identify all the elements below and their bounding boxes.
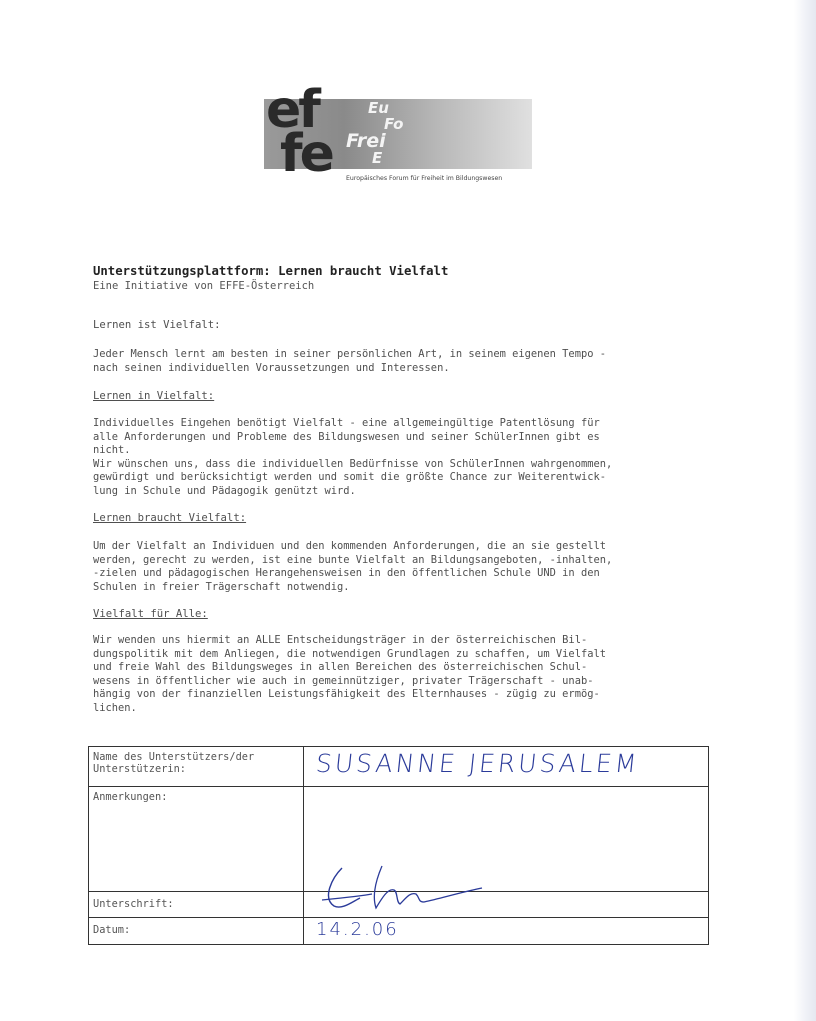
document-subtitle: Eine Initiative von EFFE-Österreich [93, 280, 315, 292]
name-label-line: Unterstützerin: [93, 763, 186, 775]
name-field[interactable] [304, 747, 709, 787]
logo-letters-bottom: fe [280, 124, 332, 184]
text-line: wesens in öffentlicher wie auch in gemeinnütziger, privater Trägerschaft - unab- [93, 674, 594, 687]
section-heading: Lernen in Vielfalt: [93, 390, 215, 402]
date-label: Datum: [89, 918, 304, 945]
logo-letters [266, 80, 332, 184]
section-heading: Vielfalt für Alle: [93, 608, 208, 620]
remarks-label: Anmerkungen: [89, 787, 304, 892]
section-body [93, 634, 705, 716]
text-line: und freie Wahl des Bildungsweges in allen Bereichen des österreichischen Schul- [93, 661, 588, 674]
name-label-line: Name des Unterstützers/der [93, 751, 255, 763]
handwritten-date: 14.2.06 [316, 919, 399, 940]
text-line: nach seinen individuellen Voraussetzungen und Interessen. [93, 361, 450, 374]
logo-letters-top: ef [266, 80, 318, 140]
section-body [93, 417, 705, 499]
name-label [89, 747, 304, 787]
section-heading: Lernen braucht Vielfalt: [93, 512, 247, 524]
text-line: Um der Vielfalt an Individuen und den kommenden Anforderungen, die an sie gestellt [93, 540, 606, 552]
signature-stroke [374, 866, 482, 908]
signature-field[interactable] [304, 892, 709, 918]
text-line: dungspolitik mit dem Anliegen, die notwendigen Grundlagen zu schaffen, um Vielfalt [93, 647, 606, 660]
text-line: Individuelles Eingehen benötigt Vielfalt - eine allgemeingültige Patentlösung für [93, 417, 600, 429]
text-line: nicht. [93, 444, 131, 457]
section-body [93, 348, 705, 375]
handwritten-name: SUSANNE JERUSALEM [314, 749, 641, 778]
text-line: hängig von der finanziellen Leistungsfähigkeit des Elternhauses - zügig zu ermög- [93, 688, 600, 701]
logo-word: Fo [384, 115, 404, 133]
supporter-form [88, 746, 709, 945]
logo-word: Eu [368, 99, 389, 117]
logo-words [346, 100, 403, 166]
section-heading: Lernen ist Vielfalt: [93, 319, 221, 331]
text-line: Jeder Mensch lernt am besten in seiner persönlichen Art, in seinem eigenen Tempo - [93, 348, 606, 360]
signature-label: Unterschrift: [89, 892, 304, 918]
text-line: werden, gerecht zu werden, ist eine bunte Vielfalt an Bildungsangeboten, -inhalten, [93, 553, 613, 566]
date-field[interactable] [304, 918, 709, 945]
text-line: lichen. [93, 701, 137, 714]
handwritten-signature [312, 858, 492, 918]
text-line: lung in Schule und Pädagogik genützt wird. [93, 484, 356, 497]
section-body [93, 540, 705, 594]
text-line: Wir wenden uns hiermit an ALLE Entscheidungsträger in der österreichischen Bil- [93, 634, 588, 646]
document-title: Unterstützungsplattform: Lernen braucht Vielfalt [93, 264, 449, 278]
text-line: -zielen und pädagogischen Herangehensweisen in den öffentlichen Schule UND in den [93, 567, 600, 580]
scan-edge-shadow [794, 0, 816, 1021]
signature-stroke [322, 894, 372, 900]
text-line: Wir wünschen uns, dass die individuellen Bedürfnisse von SchülerInnen wahrgenommen, [93, 457, 613, 470]
text-line: gewürdigt und berücksichtigt werden und somit die größte Chance zur Weiterentwick- [93, 471, 606, 484]
text-line: Schulen in freier Trägerschaft notwendig. [93, 580, 350, 593]
logo-word: Frei [346, 130, 386, 152]
effe-logo [264, 80, 534, 188]
signature-stroke [329, 868, 360, 907]
logo-word: E [372, 149, 383, 167]
logo-tagline: Europäisches Forum für Freiheit im Bildungswesen [346, 175, 503, 182]
text-line: alle Anforderungen und Probleme des Bildungswesen und seiner SchülerInnen gibt es [93, 430, 600, 443]
